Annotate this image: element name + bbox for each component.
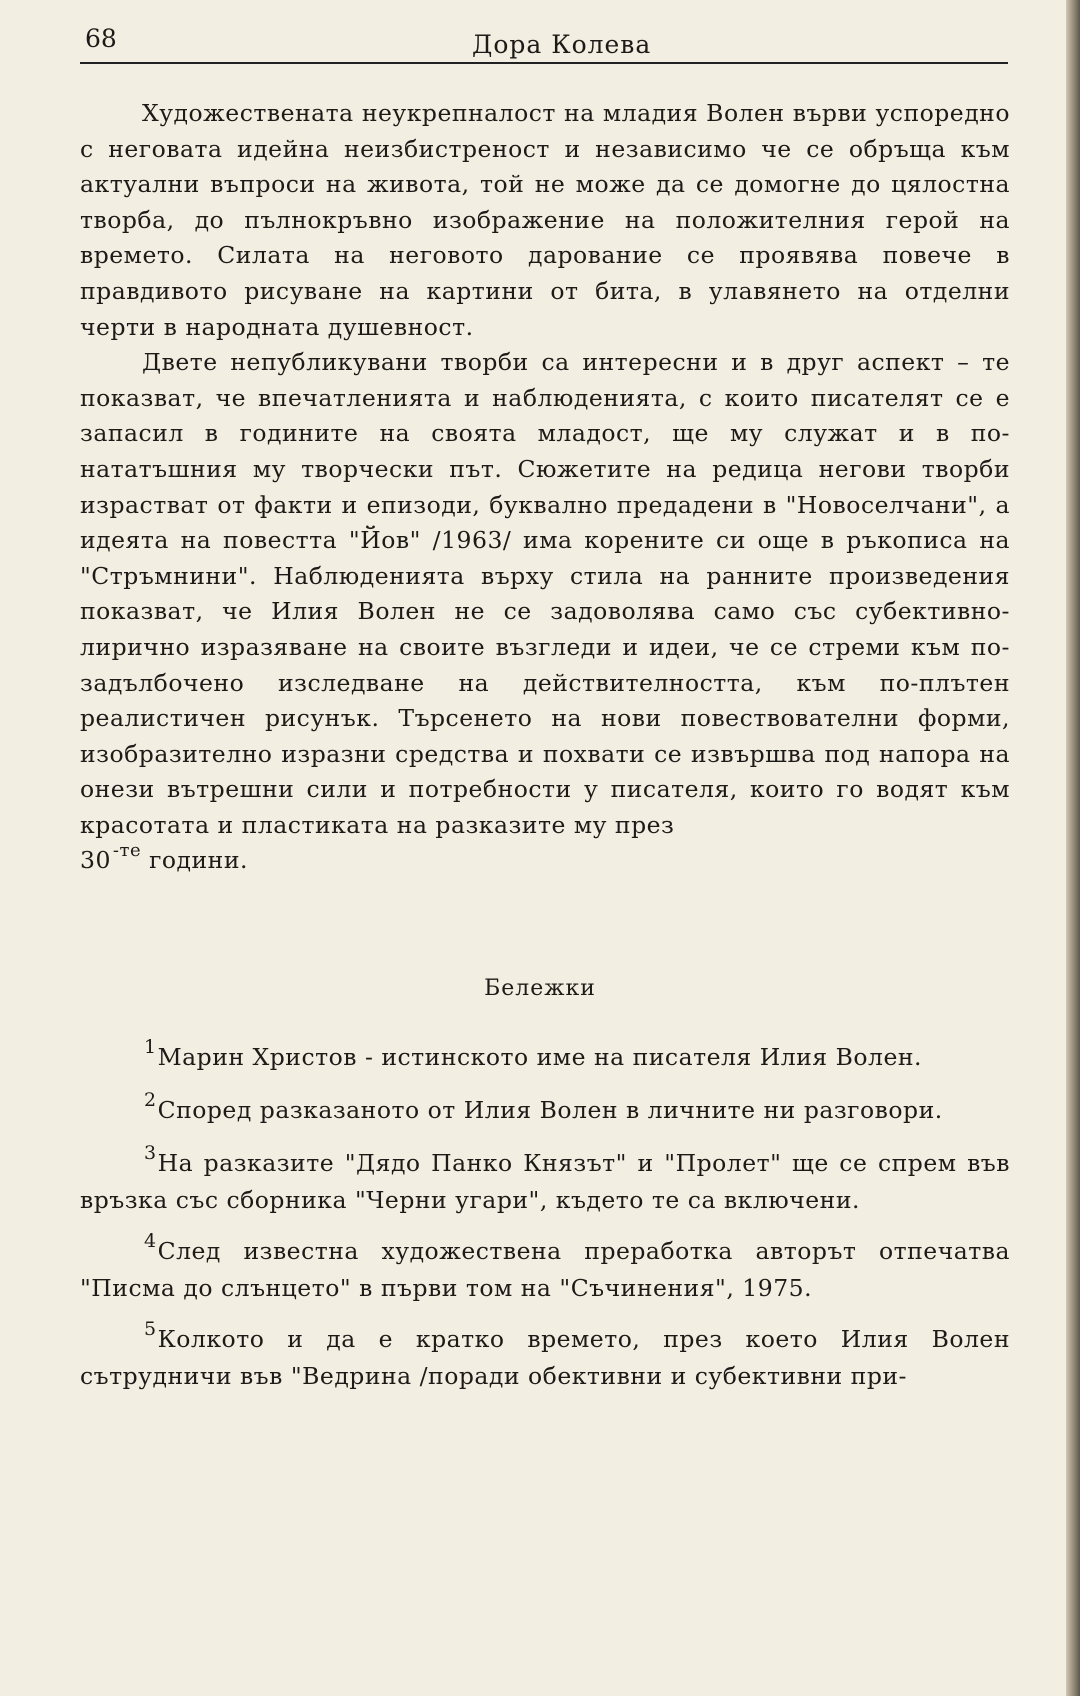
decade-superscript: -те — [112, 840, 142, 861]
note-item — [80, 1230, 1010, 1306]
page-edge-shadow — [1066, 0, 1080, 1696]
tail-word: години. — [149, 846, 248, 874]
note-item — [80, 1089, 1010, 1130]
note-text: Марин Христов - истинското име на писателя Илия Волен. — [157, 1043, 922, 1071]
paragraph: Художествената неукрепналост на младия Волен върви успоредно с неговата идейна неизбистреност и независимо че се обръща към актуални въпроси на живота, той не може да се домогне до цялостна творба, до пълнокръвно изображение на положителния герой на времето. Силата на неговото дарование се проявява повече в правдивото рисуване на картини от бита, в улавянето на отделни черти в народната душевност. — [80, 99, 1010, 341]
note-number: 1 — [144, 1036, 157, 1058]
note-text: На разказите "Дядо Панко Князът" и "Пролет" ще се спрем във връзка със сборника "Черни угари", където те са включени. — [80, 1149, 1010, 1214]
page-header — [80, 22, 1008, 64]
decade-number: 30 — [80, 846, 111, 874]
running-head: Дора Колева — [472, 30, 652, 59]
paragraph-tail — [80, 840, 248, 874]
note-number: 3 — [144, 1142, 157, 1164]
main-text — [80, 96, 1010, 843]
note-text: След известна художествена преработка авторът отпечатва "Писма до слънцето" в първи том на "Съчинения", 1975. — [80, 1237, 1010, 1302]
note-number: 2 — [144, 1089, 157, 1111]
note-item — [80, 1142, 1010, 1218]
page-number: 68 — [85, 24, 117, 53]
note-text: Колкото и да е кратко времето, през което Илия Волен сътрудничи във "Ведрина /поради обективни и субективни при- — [80, 1325, 1010, 1390]
note-item — [80, 1036, 1010, 1077]
note-item — [80, 1318, 1010, 1394]
note-number: 5 — [144, 1318, 157, 1340]
note-text: Според разказаното от Илия Волен в личните ни разговори. — [157, 1096, 943, 1124]
paragraph: Двете непубликувани творби са интересни и в друг аспект – те показват, че впечатленията и наблюденията, с които писателят се е запасил в годините на своята младост, ще му служат и в по-нататъшния му творчески път. Сюжетите на редица негови творби израстват от факти и епизоди, буквално предадени в "Новоселчани", а идеята на повестта "Йов" /1963/ има корените си още в ръкописа на "Стръмнини". Наблюденията върху стила на ранните произведения показват, че Илия Волен не се задоволява само със субективно-лирично изразяване на своите възгледи и идеи, че се стреми към по-задълбочено изследване на действителността, към по-плътен реалистичен рисунък. Търсенето на нови повествователни форми, изобразително изразни средства и похвати се извършва под напора на онези вътрешни сили и потребности у писателя, които го водят към красотата и пластиката на разказите му през — [80, 348, 1010, 839]
notes-heading: Бележки — [484, 976, 596, 1001]
note-number: 4 — [144, 1230, 157, 1252]
notes-list — [80, 1036, 1010, 1410]
